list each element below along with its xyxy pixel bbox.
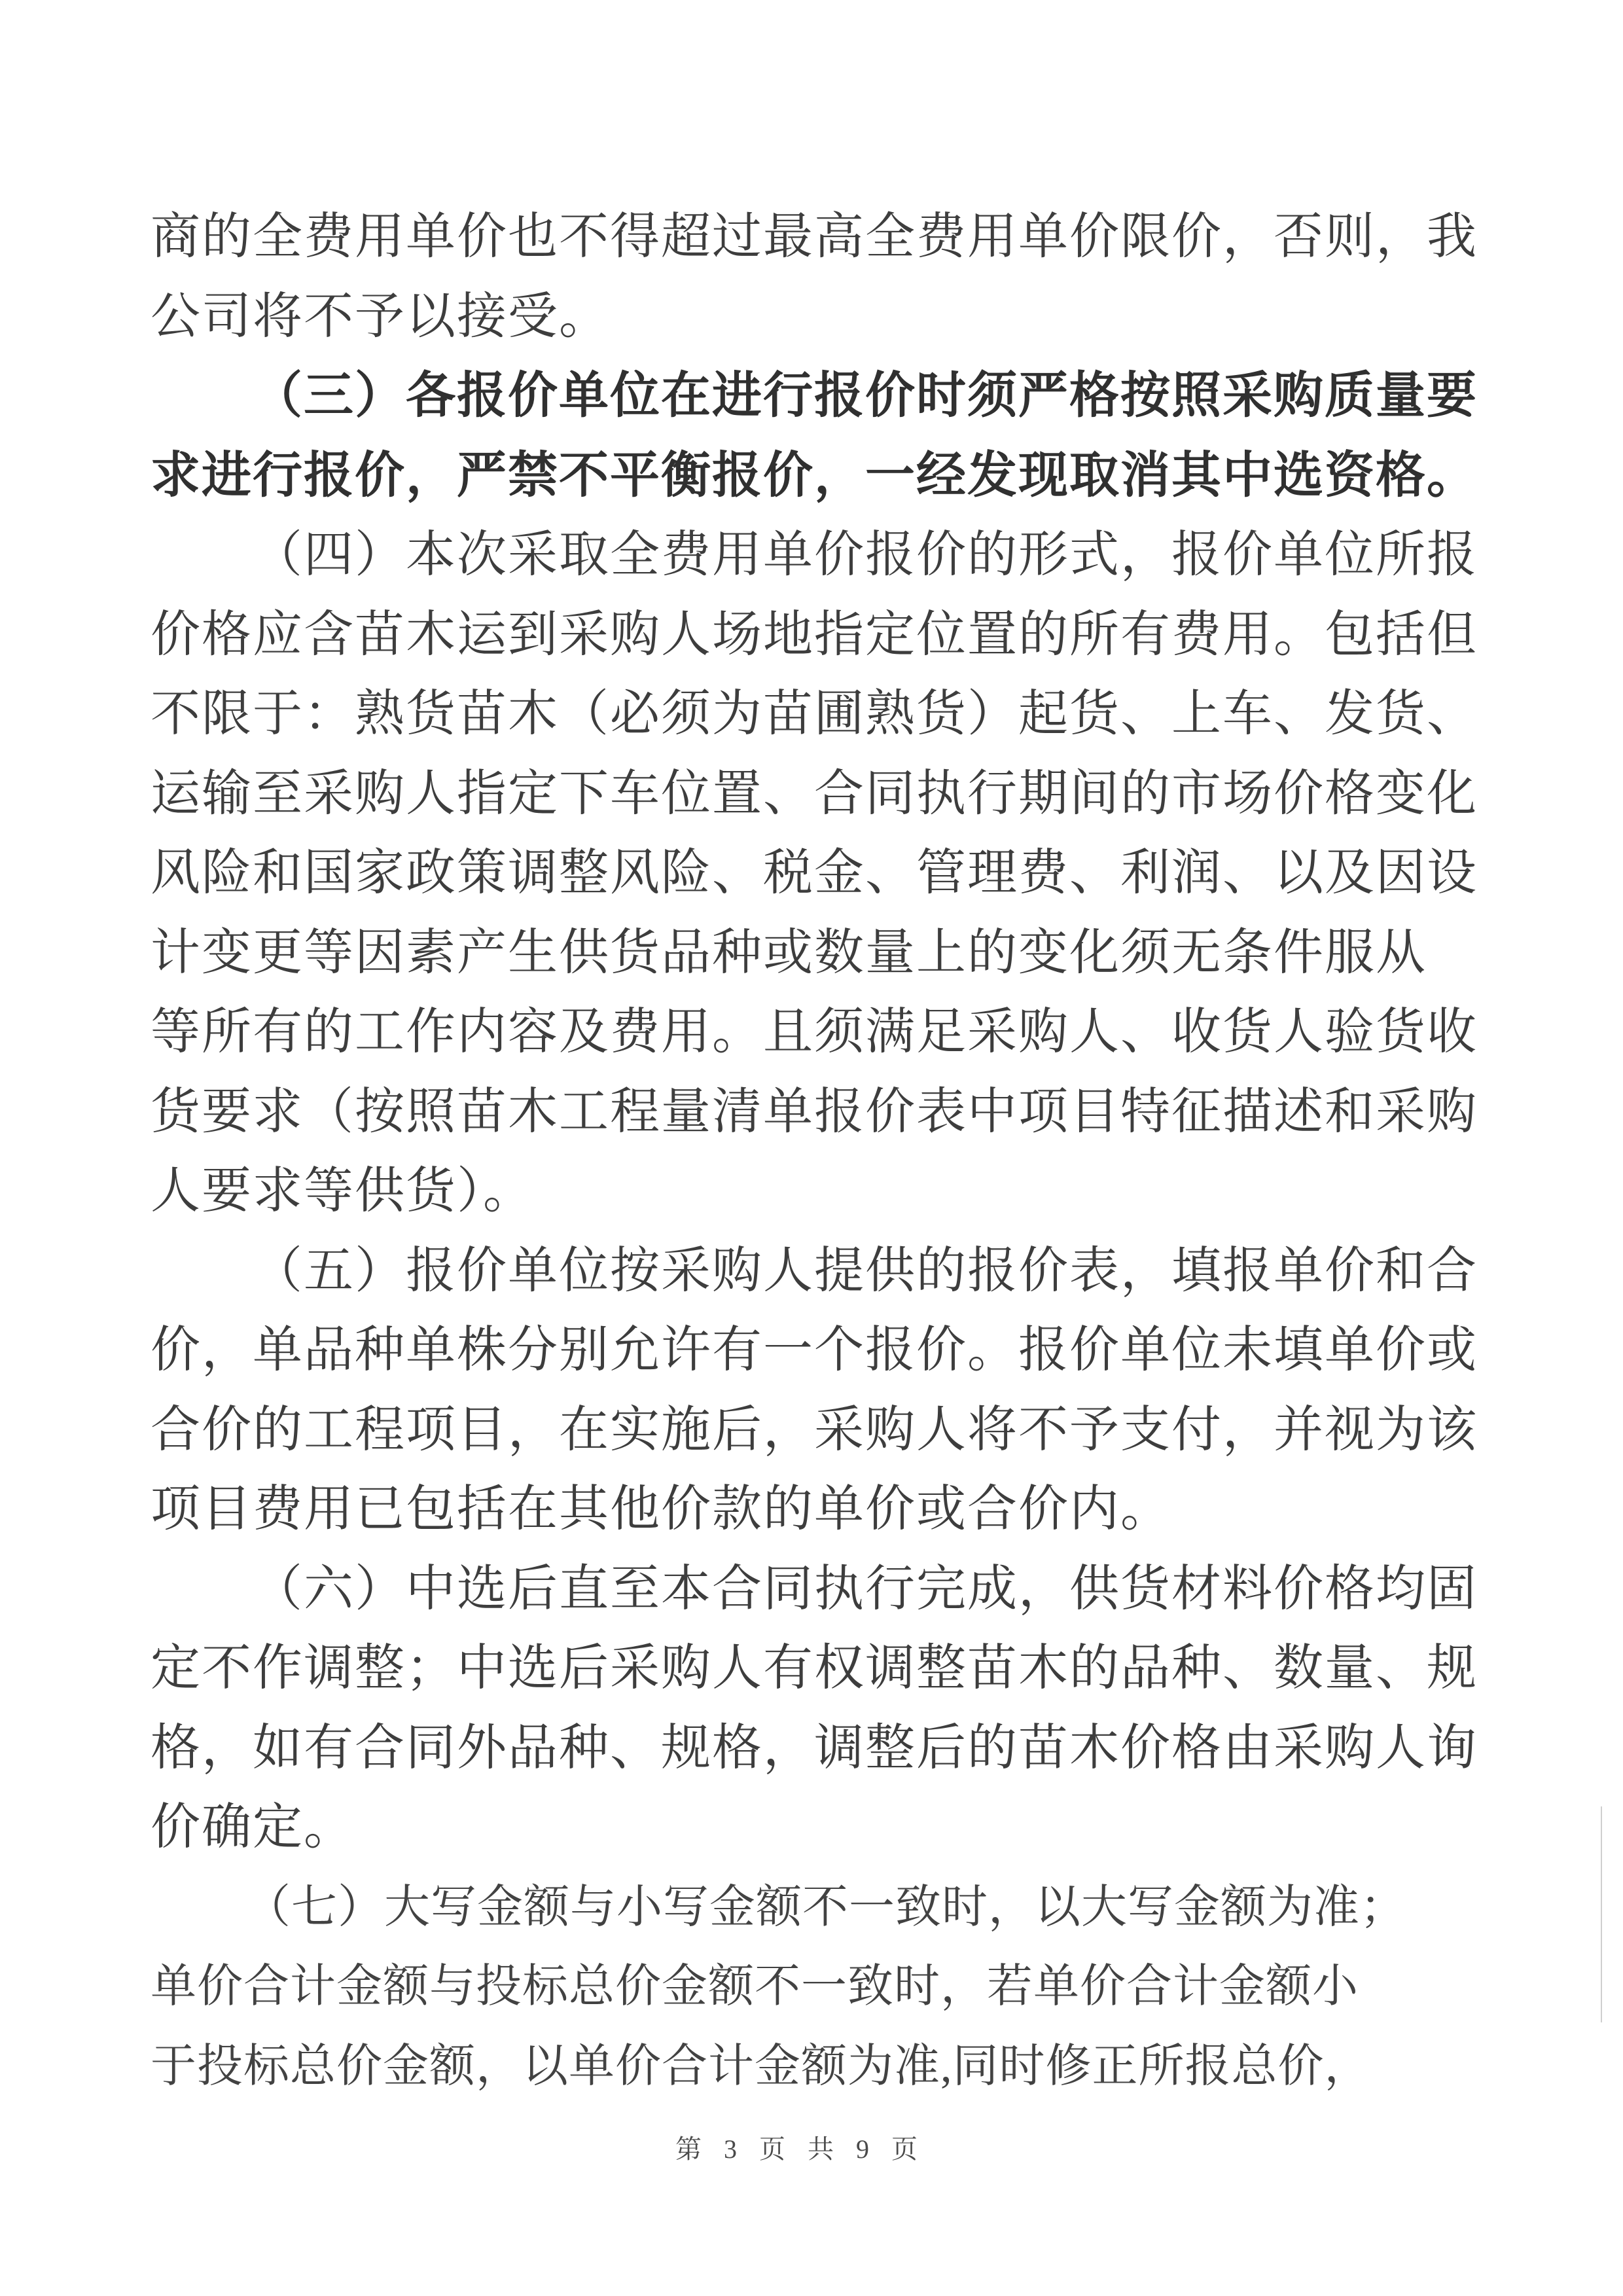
- text-line: （七）大写金额与小写金额不一致时，以大写金额为准；: [245, 1882, 1406, 1933]
- text-line: 货要求（按照苗木工程量清单报价表中项目特征描述和采购: [151, 1084, 1478, 1139]
- paragraph-clause-3: [151, 357, 1499, 516]
- text-line: 定不作调整；中选后采购人有权调整苗木的品种、数量、规: [151, 1641, 1478, 1696]
- scan-artifact-line: [1601, 1806, 1602, 2022]
- text-line: 等所有的工作内容及费用。且须满足采购人、收货人验货收: [151, 1005, 1478, 1060]
- paragraph-clause-6: [151, 1550, 1499, 1868]
- paragraph-clause-4: [151, 516, 1499, 1232]
- paragraph-clause-7: [151, 1868, 1499, 2107]
- text-line: 合价的工程项目，在实施后，采购人将不予支付，并视为该: [151, 1402, 1478, 1458]
- text-line: 价，单品种单株分别允许有一个报价。报价单位未填单价或: [151, 1323, 1478, 1378]
- text-line: （五）报价单位按采购人提供的报价表，填报单价和合: [253, 1243, 1478, 1299]
- text-line: 价格应含苗木运到采购人场地指定位置的所有费用。包括但: [151, 607, 1478, 662]
- text-line: 商的全费用单价也不得超过最高全费用单价限价，否则，我: [151, 209, 1478, 264]
- text-line: 价确定。: [151, 1800, 355, 1855]
- page-number: 第 3 页 共 9 页: [675, 2134, 925, 2164]
- text-line: 风险和国家政策调整风险、税金、管理费、利润、以及因设: [151, 846, 1478, 901]
- text-line: 项目费用已包括在其他价款的单价或合价内。: [151, 1482, 1171, 1537]
- text-line: 不限于：熟货苗木（必须为苗圃熟货）起货、上车、发货、: [151, 687, 1478, 742]
- page-footer: [675, 2128, 925, 2166]
- paragraph-clause-5: [151, 1232, 1499, 1550]
- text-line: （三）各报价单位在进行报价时须严格按照采购质量要: [253, 368, 1478, 423]
- text-line: 格，如有合同外品种、规格，调整后的苗木价格由采购人询: [151, 1720, 1478, 1776]
- text-line: 于投标总价金额，以单价合计金额为准,同时修正所报总价，: [151, 2041, 1371, 2092]
- text-line: 求进行报价，严禁不平衡报价，一经发现取消其中选资格。: [151, 448, 1478, 503]
- text-line: 公司将不予以接受。: [151, 289, 610, 344]
- text-line: （六）中选后直至本合同执行完成，供货材料价格均固: [253, 1561, 1478, 1617]
- text-line: 计变更等因素产生供货品种或数量上的变化须无条件服从: [151, 925, 1427, 980]
- paragraph-continuation: [151, 198, 1499, 357]
- text-line: 运输至采购人指定下车位置、合同执行期间的市场价格变化: [151, 766, 1478, 821]
- document-text: [151, 198, 1499, 2106]
- text-line: 人要求等供货）。: [151, 1164, 534, 1219]
- text-line: （四）本次采取全费用单价报价的形式，报价单位所报: [253, 528, 1478, 583]
- text-line: 单价合计金额与投标总价金额不一致时，若单价合计金额小: [151, 1962, 1359, 2012]
